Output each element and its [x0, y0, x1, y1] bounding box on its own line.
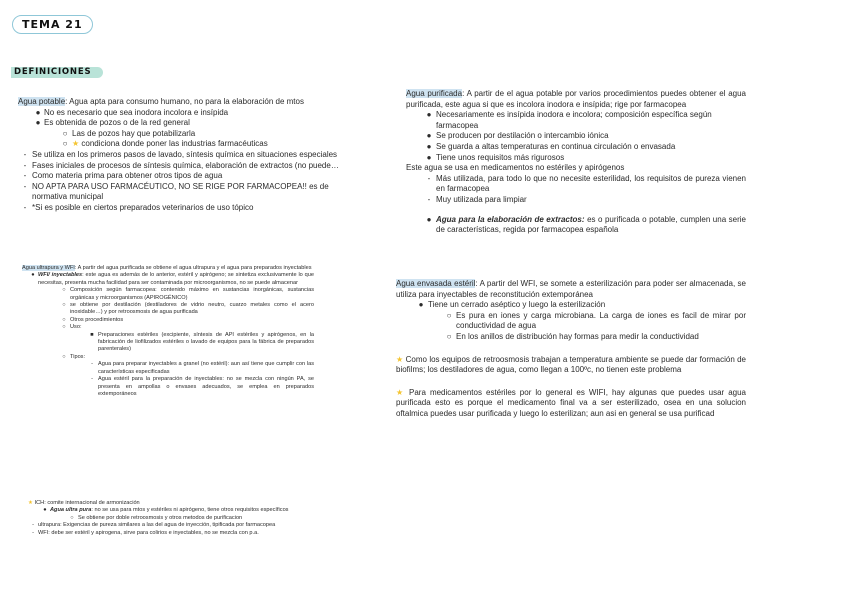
- potable-block: Agua potable: Agua apta para consumo humano, no para la elaboración de mtos ● No es necesario que sea inodora incolora e insípida ● Es obtenida de pozos o de la red general ○ Las de pozos hay que potabilizarla ○ ★ condiciona donde poner las industrias farmacéuticas - Se utiliza en los primeros pasos de lavado, síntesis química en situaciones especiales - Fases iniciales de procesos de síntesis química, elaboración de extractos (no puede… - Como materia prima para obtener otros tipos de agua - NO APTA PARA USO FARMACÉUTICO, NO SE RIGE POR FARMACOPEA!! es de normativa municipal - *Si es posible en ciertos preparados veterinarios de uso tópico: [18, 97, 358, 214]
- purificada-dash: Más utilizada, para todo lo que no necesite esterilidad, los requisitos de pureza vienen en farmacopea: [436, 173, 746, 194]
- note-esteriles: Para medicamentos estériles por lo general es WIFI, hay algunas que puedes usar agua purificada esto es porque el medicamento final va a ser esterilizado, osea en una solucion oftalmica puedes usar purificada y luego lo esterilizan; aun asi en general se usa purificad: [396, 387, 747, 418]
- potable-dash: NO APTA PARA USO FARMACÉUTICO, NO SE RIGE POR FARMACOPEA!! es de normativa municipal: [32, 181, 329, 202]
- ich-dash: WFI: debe ser estéril y apirogena, sirve para colirios e inyectables, no se mezcla con p.a.: [38, 529, 259, 536]
- wfi-def: : este agua es además de lo anterior, estéril y apirógeno; se sintetiza exclusivamente lo que necesitas, presenta mucha facilidad para ser contaminada por microorganismos, no se puede almacenar: [38, 272, 314, 286]
- potable-dash: *Si es posible en ciertos preparados veterinarios de uso tópico: [32, 202, 254, 212]
- extractos-def: es o purificada o potable, cumplen una serie de características, regida por farmacopea española: [436, 214, 746, 235]
- envasada-block: Agua envasada estéril: A partir del WFI, se somete a esterilización para poder ser almacenada, se utiliza para inyectables de reconstitución extemporánea ● Tiene un cerrado aséptico y luego la esterilización ○ Es pura en iones y carga microbiana. La carga de iones es facil de mirar por conductividad de agua ○ En los anillos de distribución hay formas para medir la conductividad ★ Como los equipos de retroosmosis trabajan a temperatura ambiente se puede dar formación de biofilms; los destiladores de agua, como llegan a 100ºc, no tienen este problema ★ Para medicamentos estériles por lo general es WIFI, hay algunas que puedes usar agua purificada esto es porque el medicamento final va a ser esterilizado, osea en una solucion oftalmica puedes usar purificada y luego lo esterilizan; aun asi en general se usa purificad: [396, 279, 747, 418]
- purificada-bullet: Tiene unos requisitos más rigurosos: [436, 152, 565, 162]
- potable-dash: Se utiliza en los primeros pasos de lavado, síntesis química en situaciones especiales: [32, 149, 338, 159]
- envasada-subbullet: Es pura en iones y carga microbiana. La carga de iones es facil de mirar por conductividad de agua: [456, 310, 746, 331]
- wfi-type-item: Agua estéril para la preparación de inyectables: no se mezcla con ningún PA, se presenta en ampollas o envases adecuados, se emplea en preparados extemporáneos: [98, 376, 314, 397]
- wfi-type-item: Agua para preparar inyectables a granel (no estéril): aun así tiene que cumplir con las características especificadas: [98, 361, 314, 375]
- ich-title: ICH: comite internacional de armonización: [34, 500, 140, 506]
- purificada-paragraph: Este agua se usa en medicamentos no estériles y apirógenos: [406, 163, 625, 173]
- wfi-subbullet: se obtiene por destilación (destiladores de vidrio neutro, cuarzo metales como el acero inoxidable…) y por retroosmosis de agua purificada: [70, 302, 314, 316]
- potable-dash: Fases iniciales de procesos de síntesis química, elaboración de extractos (no puede…: [32, 160, 339, 170]
- ultrapura-block: Agua ultrapura y WFI: A partir del agua purificada se obtiene el agua ultrapura y el agua para preparados inyectables ● WFI/ inyectables: este agua es además de lo anterior, estéril y apirógeno; se sintetiza exclusivamente lo que necesitas, presenta mucha facilidad para ser contaminada por microorganismos, no se puede almacenar ○ Composición según farmacopea: contenido máximo en sustancias inorgánicas, sustancias orgánicas y microorganismos (APIROGÉNICO) ○ se obtiene por destilación (destiladores de vidrio neutro, cuarzo metales como el acero inoxidable…) y por retroosmosis de agua purificada ○ Otros procedimientos ○ Uso: ■ Preparaciones estériles (excipiente, síntesis de API estériles y apirógenos, en la fabricación de liofilizados estériles o lavado de equipos para la fábrica de preparados parenterales) ○ Tipos: - Agua para preparar inyectables a granel (no estéril): aun así tiene que cumplir con las características especificadas - Agua estéril para la preparación de inyectables: no se mezcla con ningún PA, se presenta en ampollas o envases adecuados, se emplea en preparados extemporáneos: [22, 265, 314, 397]
- wfi-subbullet: Composición según farmacopea: contenido máximo en sustancias inorgánicas, sustancias orgánicas y microorganismos (APIROGÉNICO): [70, 287, 314, 301]
- purificada-block: Agua purificada: A partir de el agua potable por varios procedimientos puedes obtener el agua purificada, este agua si que es incolora inodora e insípida; rige por farmacopea ● Necesariamente es insípida inodora e incolora; composición específica según farmacopea ● Se producen por destilación o intercambio iónica ● Se guarda a altas temperaturas en continua circulación o envasada ● Tiene unos requisitos más rigurosos Este agua se usa en medicamentos no estériles y apirógenos - Más utilizada, para todo lo que no necesite esterilidad, los requisitos de pureza vienen en farmacopea - Muy utilizada para limpiar ● Agua para la elaboración de extractos: es o purificada o potable, cumplen una serie de características, regida por farmacopea española: [406, 89, 746, 235]
- potable-def: : Agua apta para consumo humano, no para la elaboración de mtos: [65, 97, 304, 106]
- star-icon: ★: [396, 387, 405, 397]
- potable-bullet: Es obtenida de pozos o de la red general: [44, 118, 190, 128]
- potable-subbullet: Las de pozos hay que potabilizarla: [72, 128, 196, 138]
- section-heading: DEFINICIONES: [11, 67, 103, 78]
- potable-term: Agua potable: [18, 97, 66, 106]
- wfi-subbullet: Uso:: [70, 324, 82, 331]
- potable-subbullet: condiciona donde poner las industrias farmacéuticas: [81, 139, 268, 149]
- wfi-subbullet: Otros procedimientos: [70, 316, 124, 323]
- purificada-bullet: Necesariamente es insípida inodora e incolora; composición específica según farmacopea: [436, 110, 712, 130]
- ich-term: Agua ultra pura: [50, 507, 92, 514]
- star-icon: ★: [28, 500, 34, 506]
- ultrapura-term: Agua ultrapura y WFI: [22, 265, 75, 271]
- wfi-use-item: Preparaciones estériles (excipiente, síntesis de API estériles y apirógenos, en la fabricación de liofilizados estériles o lavado de equipos para la fábrica de preparados parenterales): [98, 331, 314, 353]
- potable-bullet: No es necesario que sea inodora incolora e insípida: [44, 107, 229, 117]
- purificada-def: : A partir de el agua potable por varios procedimientos puedes obtener el agua purificada, este agua si que es incolora inodora e insípida; rige por farmacopea: [406, 89, 746, 109]
- topic-title-badge: TEMA 21: [12, 15, 93, 34]
- star-icon: ★: [396, 354, 404, 364]
- ich-subbullet: Se obtiene por doble retroosmosis y otros metodos de purificacion: [78, 514, 243, 521]
- purificada-term: Agua purificada: [406, 89, 463, 98]
- ultrapura-def: : A partir del agua purificada se obtiene el agua ultrapura y el agua para preparados inyectables: [74, 265, 312, 271]
- purificada-bullet: Se producen por destilación o intercambio iónica: [436, 131, 609, 141]
- potable-dash: Como materia prima para obtener otros tipos de agua: [32, 171, 223, 181]
- extractos-term: Agua para la elaboración de extractos:: [436, 214, 585, 224]
- ich-def: : no se usa para mtos y estériles ni apirógeno, tiene otros requisitos específicos: [91, 507, 289, 514]
- note-retroosmosis: Como los equipos de retroosmosis trabajan a temperatura ambiente se puede dar formación de biofilms; los destiladores de agua, como llegan a 100ºc, no tienen este problema: [396, 354, 747, 375]
- ich-block: ★ ICH: comite internacional de armonización ● Agua ultra pura: no se usa para mtos y estériles ni apirógeno, tiene otros requisitos específicos ○ Se obtiene por doble retroosmosis y otros metodos de purificacion - ultrapura: Exigencias de pureza similares a las del agua de inyección, tipificada por farmacopea - WFI: debe ser estéril y apirogena, sirve para colirios e inyectables, no se mezcla con p.a.: [28, 500, 316, 537]
- star-icon: ★: [72, 139, 80, 149]
- envasada-subbullet: En los anillos de distribución hay formas para medir la conductividad: [456, 331, 699, 341]
- envasada-term: Agua envasada estéril: [396, 279, 476, 288]
- envasada-bullet: Tiene un cerrado aséptico y luego la esterilización: [428, 300, 606, 310]
- purificada-bullet: Se guarda a altas temperaturas en continua circulación o envasada: [436, 141, 676, 151]
- envasada-def: : A partir del WFI, se somete a esterilización para poder ser almacenada, se utiliza para inyectables de reconstitución extemporánea: [396, 279, 746, 299]
- purificada-dash: Muy utilizada para limpiar: [436, 194, 527, 204]
- wfi-subbullet: Tipos:: [70, 353, 86, 360]
- wfi-term: WFI/ inyectables: [38, 272, 83, 279]
- ich-dash: ultrapura: Exigencias de pureza similares a las del agua de inyección, tipificada por farmacopea: [38, 522, 276, 529]
